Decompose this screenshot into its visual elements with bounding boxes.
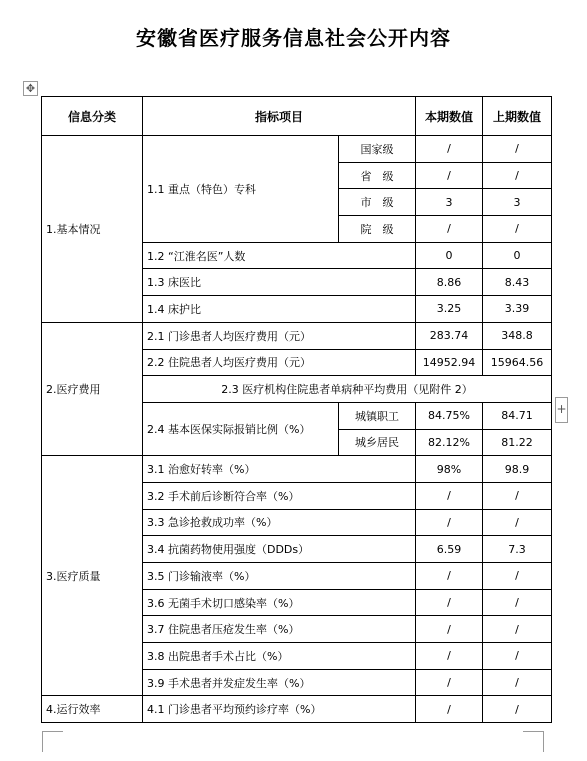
current-value: / (416, 482, 483, 509)
previous-value: / (483, 669, 552, 696)
indicator-label: 3.9 手术患者并发症发生率（%） (143, 669, 416, 696)
previous-value: 3 (483, 189, 552, 216)
current-value: 8.86 (416, 269, 483, 296)
table-header-row (42, 97, 552, 136)
sub-label: 省 级 (339, 162, 416, 189)
sub-label: 市 级 (339, 189, 416, 216)
previous-value: / (483, 696, 552, 723)
sub-label: 国家级 (339, 136, 416, 163)
indicator-label: 3.6 无菌手术切口感染率（%） (143, 589, 416, 616)
previous-value: 7.3 (483, 536, 552, 563)
sub-label: 院 级 (339, 216, 416, 243)
table-move-handle-icon[interactable]: ✥ (23, 81, 38, 96)
header-category: 信息分类 (42, 97, 143, 136)
previous-value: / (483, 136, 552, 163)
indicator-label: 1.1 重点（特色）专科 (143, 136, 339, 243)
info-table (41, 96, 552, 723)
current-value: / (416, 563, 483, 590)
current-value: / (416, 669, 483, 696)
indicator-label: 4.1 门诊患者平均预约诊疗率（%） (143, 696, 416, 723)
header-indicator: 指标项目 (143, 97, 416, 136)
previous-value: / (483, 509, 552, 536)
indicator-label: 2.1 门诊患者人均医疗费用（元） (143, 322, 416, 349)
category-quality: 3.医疗质量 (42, 456, 143, 696)
header-current: 本期数值 (416, 97, 483, 136)
current-value: 82.12% (416, 429, 483, 456)
table-row (42, 696, 552, 723)
previous-value: / (483, 616, 552, 643)
category-efficiency: 4.运行效率 (42, 696, 143, 723)
previous-value: / (483, 482, 552, 509)
previous-value: / (483, 216, 552, 243)
indicator-label: 1.3 床医比 (143, 269, 416, 296)
page-corner-mark (42, 731, 63, 752)
indicator-label: 1.2 “江淮名医”人数 (143, 242, 416, 269)
current-value: 3.25 (416, 296, 483, 323)
current-value: / (416, 616, 483, 643)
indicator-label: 3.3 急诊抢救成功率（%） (143, 509, 416, 536)
previous-value: 84.71 (483, 402, 552, 429)
table-row (42, 136, 552, 163)
table-row (42, 322, 552, 349)
page-corner-mark (523, 731, 544, 752)
current-value: / (416, 216, 483, 243)
current-value: / (416, 162, 483, 189)
category-cost: 2.医疗费用 (42, 322, 143, 455)
previous-value: / (483, 162, 552, 189)
current-value: 84.75% (416, 402, 483, 429)
current-value: / (416, 509, 483, 536)
previous-value: 81.22 (483, 429, 552, 456)
sub-label: 城乡居民 (339, 429, 416, 456)
current-value: 0 (416, 242, 483, 269)
current-value: / (416, 589, 483, 616)
indicator-label: 3.4 抗菌药物使用强度（DDDs） (143, 536, 416, 563)
indicator-label: 3.1 治愈好转率（%） (143, 456, 416, 483)
previous-value: 0 (483, 242, 552, 269)
previous-value: 15964.56 (483, 349, 552, 376)
previous-value: / (483, 589, 552, 616)
previous-value: / (483, 563, 552, 590)
current-value: 283.74 (416, 322, 483, 349)
previous-value: 3.39 (483, 296, 552, 323)
current-value: 98% (416, 456, 483, 483)
previous-value: 348.8 (483, 322, 552, 349)
category-basic: 1.基本情况 (42, 136, 143, 323)
header-previous: 上期数值 (483, 97, 552, 136)
previous-value: 98.9 (483, 456, 552, 483)
indicator-label: 3.5 门诊输液率（%） (143, 563, 416, 590)
current-value: 14952.94 (416, 349, 483, 376)
sub-label: 城镇职工 (339, 402, 416, 429)
previous-value: / (483, 643, 552, 670)
indicator-label: 3.8 出院患者手术占比（%） (143, 643, 416, 670)
current-value: 6.59 (416, 536, 483, 563)
indicator-label: 3.7 住院患者压疮发生率（%） (143, 616, 416, 643)
previous-value: 8.43 (483, 269, 552, 296)
attachment-note: 2.3 医疗机构住院患者单病种平均费用（见附件 2） (143, 376, 552, 403)
indicator-label: 1.4 床护比 (143, 296, 416, 323)
indicator-label: 2.4 基本医保实际报销比例（%） (143, 402, 339, 455)
current-value: 3 (416, 189, 483, 216)
current-value: / (416, 136, 483, 163)
current-value: / (416, 696, 483, 723)
indicator-label: 3.2 手术前后诊断符合率（%） (143, 482, 416, 509)
indicator-label: 2.2 住院患者人均医疗费用（元） (143, 349, 416, 376)
table-row (42, 456, 552, 483)
document-title: 安徽省医疗服务信息社会公开内容 (136, 26, 451, 50)
current-value: / (416, 643, 483, 670)
add-column-icon[interactable]: + (555, 397, 568, 423)
